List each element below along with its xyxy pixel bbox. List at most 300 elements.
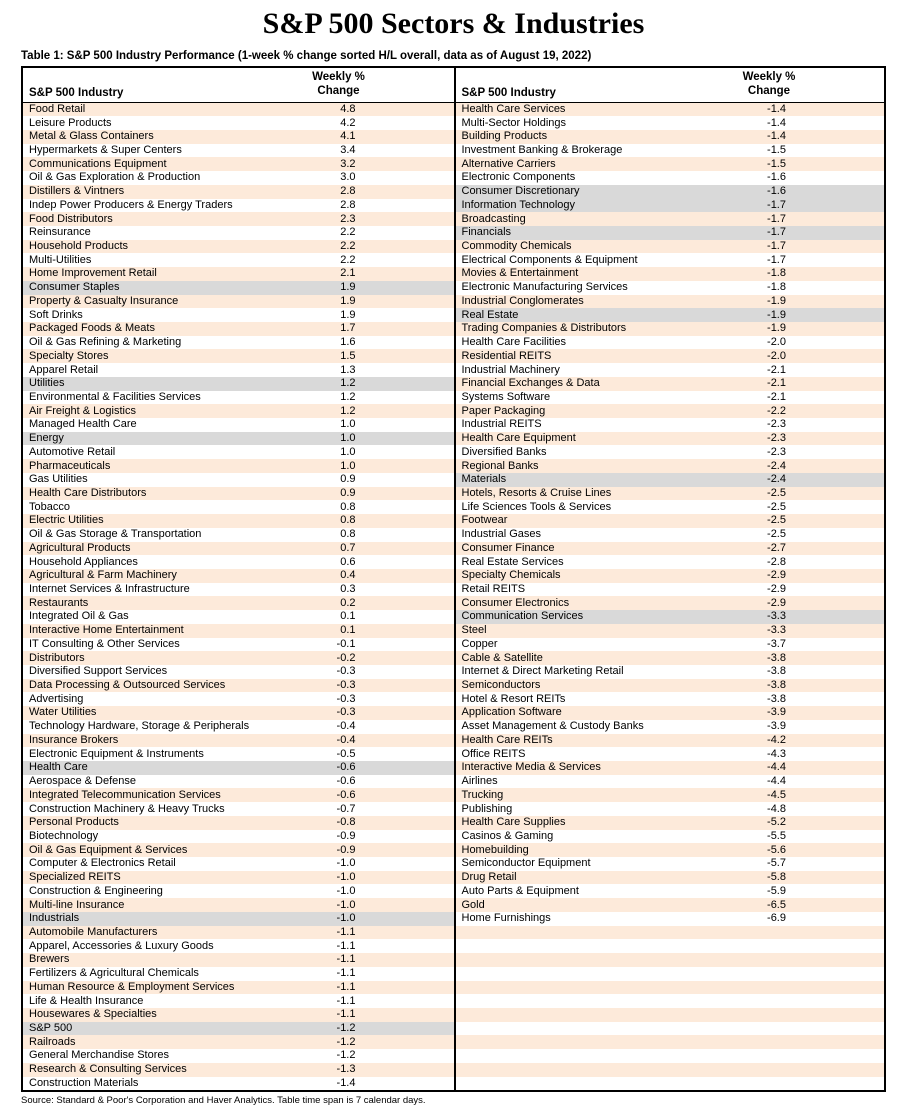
- weekly-change-value: -2.5: [767, 514, 786, 527]
- weekly-change-value: -0.3: [336, 692, 356, 705]
- industry-name: Advertising: [29, 693, 84, 705]
- industry-name: Data Processing & Outsourced Services: [29, 680, 226, 692]
- industry-name: Steel: [461, 625, 487, 637]
- industry-name: Broadcasting: [461, 213, 526, 225]
- table-row: [23, 514, 454, 528]
- sector-row: [23, 432, 454, 446]
- table-row: [23, 994, 454, 1008]
- industry-name: Oil & Gas Refining & Marketing: [29, 337, 182, 349]
- table-row: [23, 898, 454, 912]
- industry-name: IT Consulting & Other Services: [29, 638, 180, 650]
- industry-name: Industrial REITS: [461, 419, 542, 431]
- table-row: [456, 336, 885, 350]
- table-row: [23, 679, 454, 693]
- table-row: [456, 432, 885, 446]
- table-row: [456, 267, 885, 281]
- table-row: [456, 281, 885, 295]
- weekly-change-value: 0.4: [340, 569, 356, 582]
- weekly-change-value: -1.4: [767, 130, 786, 143]
- table-row: [456, 144, 885, 158]
- table-row: [23, 363, 454, 377]
- table-rows-right: [456, 103, 885, 1091]
- industry-name: Semiconductors: [461, 680, 541, 692]
- weekly-change-value: -1.1: [336, 994, 356, 1007]
- table-row: [23, 583, 454, 597]
- weekly-change-value: 1.9: [340, 281, 356, 294]
- weekly-change-value: -0.7: [336, 802, 356, 815]
- table-row: [23, 569, 454, 583]
- table-row: [23, 596, 454, 610]
- weekly-change-value: 1.0: [340, 418, 356, 431]
- industry-name: Insurance Brokers: [29, 734, 119, 746]
- table-row: [23, 103, 454, 117]
- industry-name: Diversified Banks: [461, 446, 547, 458]
- weekly-change-value: -2.5: [767, 486, 786, 499]
- weekly-change-value: -1.3: [336, 1063, 356, 1076]
- industry-name: Electronic Equipment & Instruments: [29, 748, 204, 760]
- industry-name: Household Appliances: [29, 556, 138, 568]
- weekly-change-value: 2.1: [340, 267, 356, 280]
- sector-row: [23, 912, 454, 926]
- table-row: [456, 542, 885, 556]
- sector-row: [23, 761, 454, 775]
- weekly-change-value: -0.3: [336, 665, 356, 678]
- table-row: [23, 349, 454, 363]
- industry-name: Energy: [29, 433, 64, 445]
- weekly-change-value: -5.8: [767, 871, 786, 884]
- weekly-change-value: 1.6: [340, 336, 356, 349]
- industry-name: Publishing: [461, 803, 513, 815]
- industry-name: Electronic Components: [461, 172, 576, 184]
- industry-name: Air Freight & Logistics: [29, 405, 136, 417]
- industry-name: Environmental & Facilities Services: [29, 391, 201, 403]
- industry-name: Agricultural & Farm Machinery: [29, 570, 177, 582]
- industry-name: Commodity Chemicals: [461, 241, 572, 253]
- table-row: [456, 734, 885, 748]
- table-row: [23, 953, 454, 967]
- industry-name: Trading Companies & Distributors: [461, 323, 627, 335]
- weekly-change-value: -1.2: [336, 1022, 356, 1035]
- table-row: [456, 898, 885, 912]
- industry-name: Packaged Foods & Meats: [29, 323, 155, 335]
- weekly-change-value: -1.1: [336, 953, 356, 966]
- table-right-half: [454, 68, 885, 1091]
- weekly-change-value: -3.8: [767, 651, 786, 664]
- weekly-change-value: 2.3: [340, 212, 356, 225]
- table-row: [456, 391, 885, 405]
- table-row: [23, 445, 454, 459]
- industry-name: Copper: [461, 638, 498, 650]
- weekly-change-value: -4.5: [767, 788, 786, 801]
- weekly-change-value: 1.2: [340, 377, 356, 390]
- weekly-change-value: -5.9: [767, 884, 786, 897]
- weekly-change-value: -1.8: [767, 267, 786, 280]
- table-row: [23, 500, 454, 514]
- industry-name: Internet & Direct Marketing Retail: [461, 666, 624, 678]
- table-row: [23, 185, 454, 199]
- industry-name: Interactive Home Entertainment: [29, 625, 184, 637]
- empty-row: [456, 939, 885, 953]
- table-row: [456, 884, 885, 898]
- empty-row: [456, 926, 885, 940]
- empty-row: [456, 994, 885, 1008]
- weekly-change-value: -1.0: [336, 912, 356, 925]
- industry-name: Diversified Support Services: [29, 666, 168, 678]
- industry-name: Tobacco: [29, 501, 70, 513]
- sector-row: [23, 281, 454, 295]
- weekly-change-value: -2.9: [767, 596, 786, 609]
- weekly-change-value: 0.8: [340, 528, 356, 541]
- table-row: [23, 638, 454, 652]
- industry-name: Restaurants: [29, 597, 89, 609]
- column-header-weekly-change: [294, 71, 384, 99]
- sector-row: [456, 185, 885, 199]
- weekly-change-value: -1.1: [336, 925, 356, 938]
- weekly-change-value: -0.4: [336, 720, 356, 733]
- weekly-change-value: -2.9: [767, 583, 786, 596]
- industry-name: S&P 500: [29, 1023, 73, 1035]
- industry-name: Health Care REITs: [461, 734, 553, 746]
- industry-name: Industrial Conglomerates: [461, 295, 584, 307]
- industry-name: Pharmaceuticals: [29, 460, 111, 472]
- weekly-change-value: 0.2: [340, 596, 356, 609]
- industry-name: Multi-line Insurance: [29, 899, 125, 911]
- weekly-change-value: -2.3: [767, 418, 786, 431]
- table-row: [456, 171, 885, 185]
- industry-name: Multi-Sector Holdings: [461, 117, 567, 129]
- industry-name: Health Care Equipment: [461, 433, 576, 445]
- weekly-change-value: -3.8: [767, 679, 786, 692]
- page-title: S&P 500 Sectors & Industries: [262, 7, 645, 40]
- industry-name: Consumer Discretionary: [461, 186, 580, 198]
- industry-name: Automobile Manufacturers: [29, 926, 158, 938]
- sector-row: [456, 199, 885, 213]
- weekly-change-value: -2.0: [767, 336, 786, 349]
- weekly-change-value: 1.3: [340, 363, 356, 376]
- industry-name: Financial Exchanges & Data: [461, 378, 600, 390]
- table-row: [23, 391, 454, 405]
- table-row: [23, 720, 454, 734]
- weekly-change-value: -0.5: [336, 747, 356, 760]
- table-row: [23, 542, 454, 556]
- table-caption: Table 1: S&P 500 Industry Performance (1-week % change sorted H/L overall, data as of August 19, 2022): [21, 49, 592, 62]
- weekly-change-value: -0.9: [336, 829, 356, 842]
- weekly-change-value: -1.7: [767, 253, 786, 266]
- industry-name: Utilities: [29, 378, 65, 390]
- table-row: [456, 130, 885, 144]
- industry-name: Cable & Satellite: [461, 652, 543, 664]
- sector-row: [456, 610, 885, 624]
- weekly-change-value: -0.6: [336, 788, 356, 801]
- industry-name: Food Distributors: [29, 213, 113, 225]
- table-row: [23, 884, 454, 898]
- industry-name: Specialty Chemicals: [461, 570, 561, 582]
- weekly-change-value: -1.5: [767, 144, 786, 157]
- industry-name: Construction Materials: [29, 1077, 139, 1089]
- table-row: [456, 349, 885, 363]
- industry-name: Construction Machinery & Heavy Trucks: [29, 803, 225, 815]
- table-rows-left: [23, 103, 454, 1091]
- table-row: [23, 706, 454, 720]
- industry-name: Retail REITS: [461, 584, 526, 596]
- table-row: [456, 912, 885, 926]
- weekly-change-value: -1.8: [767, 281, 786, 294]
- weekly-change-value: -2.3: [767, 445, 786, 458]
- table-row: [456, 404, 885, 418]
- industry-name: Computer & Electronics Retail: [29, 858, 176, 870]
- table-row: [456, 679, 885, 693]
- table-row: [456, 843, 885, 857]
- table-row: [23, 459, 454, 473]
- industry-name: Communication Services: [461, 611, 584, 623]
- industry-name: Agricultural Products: [29, 542, 131, 554]
- weekly-change-value: -1.9: [767, 322, 786, 335]
- industry-name: Distributors: [29, 652, 85, 664]
- industry-name: Casinos & Gaming: [461, 830, 554, 842]
- weekly-change-value: -1.4: [336, 1076, 356, 1089]
- industry-name: Trucking: [461, 789, 504, 801]
- weekly-change-value: -3.3: [767, 610, 786, 623]
- industry-name: Health Care Facilities: [461, 337, 567, 349]
- table-row: [456, 418, 885, 432]
- weekly-change-value: -1.1: [336, 939, 356, 952]
- weekly-change-value: 1.2: [340, 390, 356, 403]
- industry-name: Life Sciences Tools & Services: [461, 501, 612, 513]
- weekly-change-value: -5.5: [767, 829, 786, 842]
- empty-row: [456, 1077, 885, 1091]
- weekly-change-value: -1.4: [767, 102, 786, 115]
- weekly-change-value: -0.6: [336, 761, 356, 774]
- weekly-change-value: -5.2: [767, 816, 786, 829]
- weekly-change-value: 0.8: [340, 514, 356, 527]
- column-header-industry: S&P 500 Industry: [29, 86, 124, 99]
- table-row: [456, 459, 885, 473]
- table-row: [23, 473, 454, 487]
- table-row: [456, 747, 885, 761]
- table-row: [23, 857, 454, 871]
- weekly-change-value: -1.5: [767, 157, 786, 170]
- weekly-change-value: -0.4: [336, 733, 356, 746]
- weekly-change-value: 4.2: [340, 116, 356, 129]
- table-row: [456, 569, 885, 583]
- weekly-change-value: -1.7: [767, 198, 786, 211]
- table-row: [456, 857, 885, 871]
- sector-row: [456, 473, 885, 487]
- industry-name: Consumer Electronics: [461, 597, 570, 609]
- weekly-change-value: 1.0: [340, 445, 356, 458]
- industry-name: Life & Health Insurance: [29, 995, 144, 1007]
- table-row: [23, 871, 454, 885]
- industry-name: Oil & Gas Storage & Transportation: [29, 529, 202, 541]
- empty-row: [456, 1035, 885, 1049]
- industry-name: Real Estate Services: [461, 556, 564, 568]
- table-row: [456, 788, 885, 802]
- source-note: Source: Standard & Poor's Corporation and Haver Analytics. Table time span is 7 calendar days.: [21, 1095, 426, 1107]
- industry-name: Water Utilities: [29, 707, 97, 719]
- industry-name: Fertilizers & Agricultural Chemicals: [29, 968, 199, 980]
- industry-name: Oil & Gas Equipment & Services: [29, 844, 188, 856]
- table-row: [23, 308, 454, 322]
- table-row: [456, 487, 885, 501]
- table-row: [23, 199, 454, 213]
- weekly-change-value: -1.4: [767, 116, 786, 129]
- empty-row: [456, 1049, 885, 1063]
- table-row: [456, 103, 885, 117]
- weekly-change-value: -4.3: [767, 747, 786, 760]
- weekly-change-value: 2.8: [340, 198, 356, 211]
- industry-name: Brewers: [29, 954, 70, 966]
- table-row: [23, 624, 454, 638]
- table-row: [23, 418, 454, 432]
- weekly-change-value: 2.2: [340, 253, 356, 266]
- industry-name: Apparel Retail: [29, 364, 99, 376]
- industry-name: Residential REITS: [461, 350, 552, 362]
- weekly-change-value: -2.1: [767, 363, 786, 376]
- industry-name: Metal & Glass Containers: [29, 131, 154, 143]
- weekly-change-value: 1.0: [340, 432, 356, 445]
- weekly-change-value: -1.7: [767, 226, 786, 239]
- weekly-change-header-line1: Weekly %: [312, 70, 365, 83]
- industry-name: Integrated Telecommunication Services: [29, 789, 221, 801]
- table-row: [456, 500, 885, 514]
- empty-row: [456, 981, 885, 995]
- weekly-change-value: -0.1: [336, 637, 356, 650]
- industry-name: Biotechnology: [29, 830, 99, 842]
- industry-name: Health Care Supplies: [461, 817, 566, 829]
- empty-row: [456, 1063, 885, 1077]
- industry-name: Industrial Gases: [461, 529, 541, 541]
- industry-name: Auto Parts & Equipment: [461, 885, 579, 897]
- weekly-change-value: -6.9: [767, 912, 786, 925]
- weekly-change-value: 0.6: [340, 555, 356, 568]
- industry-name: Regional Banks: [461, 460, 539, 472]
- table-row: [23, 322, 454, 336]
- table-row: [23, 267, 454, 281]
- industry-name: Integrated Oil & Gas: [29, 611, 129, 623]
- weekly-change-value: -2.5: [767, 528, 786, 541]
- industry-name: Information Technology: [461, 199, 576, 211]
- table-row: [23, 610, 454, 624]
- weekly-change-value: -1.0: [336, 898, 356, 911]
- weekly-change-value: 1.0: [340, 459, 356, 472]
- industry-name: Application Software: [461, 707, 562, 719]
- industry-name: Semiconductor Equipment: [461, 858, 591, 870]
- empty-row: [456, 1008, 885, 1022]
- table-header-left: [23, 68, 454, 103]
- weekly-change-value: -2.4: [767, 473, 786, 486]
- table-row: [456, 802, 885, 816]
- weekly-change-value: 4.8: [340, 102, 356, 115]
- industry-name: Gas Utilities: [29, 474, 88, 486]
- table-row: [456, 624, 885, 638]
- weekly-change-value: 2.8: [340, 185, 356, 198]
- weekly-change-value: 0.7: [340, 541, 356, 554]
- weekly-change-value: 0.1: [340, 610, 356, 623]
- industry-name: Specialized REITS: [29, 872, 121, 884]
- weekly-change-value: 2.2: [340, 240, 356, 253]
- weekly-change-value: -1.9: [767, 308, 786, 321]
- industry-name: Systems Software: [461, 391, 551, 403]
- weekly-change-value: 3.0: [340, 171, 356, 184]
- table-row: [456, 596, 885, 610]
- table-row: [23, 692, 454, 706]
- table-row: [456, 240, 885, 254]
- industry-name: Automotive Retail: [29, 446, 116, 458]
- weekly-change-value: -4.4: [767, 761, 786, 774]
- table-row: [456, 638, 885, 652]
- weekly-change-header-line2: Change: [747, 84, 791, 97]
- industry-name: Real Estate: [461, 309, 519, 321]
- table-row: [456, 157, 885, 171]
- industry-name: Hotel & Resort REITs: [461, 693, 566, 705]
- industry-name: Communications Equipment: [29, 158, 167, 170]
- industry-name: Aerospace & Defense: [29, 776, 137, 788]
- table-row: [23, 651, 454, 665]
- table-row: [456, 528, 885, 542]
- table-row: [23, 487, 454, 501]
- table-row: [23, 926, 454, 940]
- table-row: [23, 843, 454, 857]
- weekly-change-value: 1.2: [340, 404, 356, 417]
- table-row: [456, 665, 885, 679]
- table-row: [456, 253, 885, 267]
- weekly-change-value: -4.4: [767, 775, 786, 788]
- weekly-change-value: -2.3: [767, 432, 786, 445]
- industry-name: Paper Packaging: [461, 405, 546, 417]
- table-row: [456, 775, 885, 789]
- weekly-change-value: -2.7: [767, 541, 786, 554]
- industry-name: Leisure Products: [29, 117, 112, 129]
- industry-name: Multi-Utilities: [29, 254, 92, 266]
- industry-name: Alternative Carriers: [461, 158, 556, 170]
- table-row: [23, 775, 454, 789]
- table-header-right: [456, 68, 885, 103]
- industry-name: Railroads: [29, 1036, 76, 1048]
- table-left-half: [23, 68, 454, 1091]
- sector-row: [23, 377, 454, 391]
- table-row: [23, 747, 454, 761]
- table-row: [456, 445, 885, 459]
- weekly-change-value: 0.9: [340, 473, 356, 486]
- industry-name: Managed Health Care: [29, 419, 137, 431]
- industry-performance-table: [21, 66, 886, 1093]
- weekly-change-value: 0.1: [340, 624, 356, 637]
- weekly-change-header-line2: Change: [317, 84, 360, 97]
- table-row: [23, 1035, 454, 1049]
- table-row: [456, 692, 885, 706]
- weekly-change-value: -2.4: [767, 459, 786, 472]
- industry-name: Specialty Stores: [29, 350, 109, 362]
- industry-name: Gold: [461, 899, 485, 911]
- table-row: [456, 720, 885, 734]
- industry-name: Building Products: [461, 131, 548, 143]
- industry-name: Health Care Services: [461, 103, 566, 115]
- industry-name: Materials: [461, 474, 507, 486]
- industry-name: Indep Power Producers & Energy Traders: [29, 199, 233, 211]
- weekly-change-value: 2.2: [340, 226, 356, 239]
- weekly-change-value: 1.9: [340, 294, 356, 307]
- weekly-change-value: -2.0: [767, 349, 786, 362]
- weekly-change-value: -1.6: [767, 185, 786, 198]
- table-row: [23, 240, 454, 254]
- industry-name: Electric Utilities: [29, 515, 104, 527]
- table-row: [23, 1008, 454, 1022]
- weekly-change-value: 0.3: [340, 583, 356, 596]
- industry-name: Oil & Gas Exploration & Production: [29, 172, 201, 184]
- table-row: [23, 981, 454, 995]
- industry-name: Human Resource & Employment Services: [29, 981, 235, 993]
- industry-name: Airlines: [461, 776, 498, 788]
